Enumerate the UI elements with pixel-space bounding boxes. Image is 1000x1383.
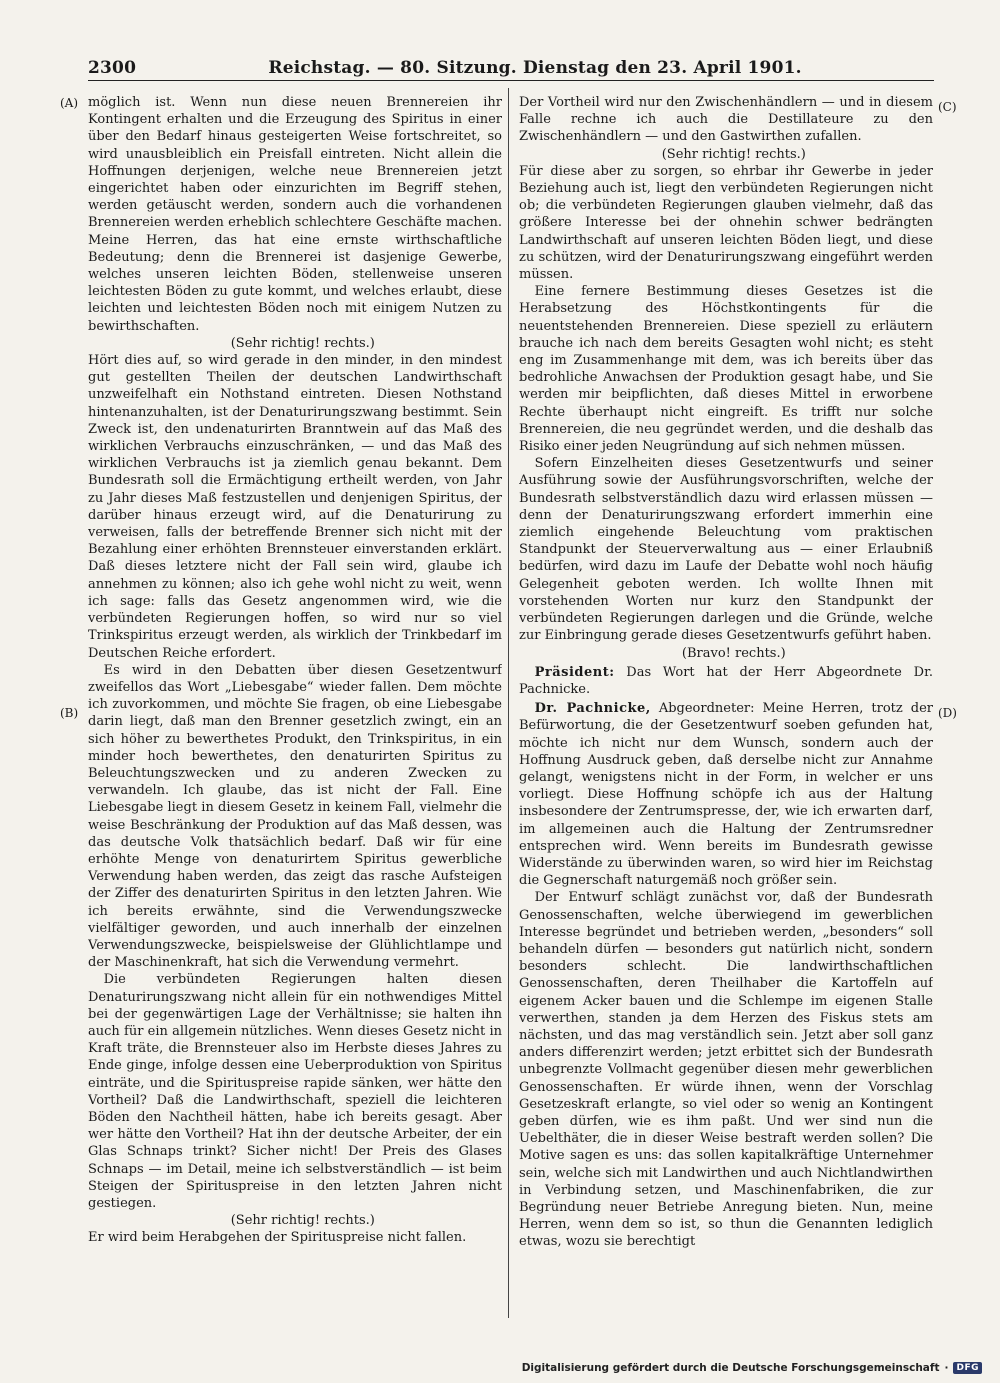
body-paragraph: Sofern Einzelheiten dieses Gesetzentwurfs und seiner Ausführung sowie der Ausführungsvorschriften, welche der Bundesrath selbstverständlich dazu wird erlassen müssen — denn der Denaturirungszwang erfordert immerhin eine ziemlich eingehende Beleuchtung vom praktischen Standpunkt der Steuerverwaltung aus — einer Erlaubniß bedürfen, wird dazu im Laufe der Debatte wohl noch häufig Gelegenheit geboten werden. Ich wollte Ihnen mit vorstehenden Worten nur kurz den Standpunkt der verbündeten Regierungen darlegen und die Gründe, welche zur Einbringung gerade dieses Gesetzentwurfs geführt haben. (519, 456, 933, 644)
margin-mark-d: (D) (938, 706, 957, 720)
reaction-note: (Bravo! rechts.) (681, 645, 786, 661)
reaction-note: (Sehr richtig! rechts.) (230, 1213, 375, 1229)
right-column (519, 94, 933, 1314)
reaction-note: (Sehr richtig! rechts.) (661, 146, 806, 162)
speaker-name: Dr. Pachnicke, (534, 701, 651, 717)
speech-text: Abgeordneter: Meine Herren, trotz der Befürwortung, die der Gesetzentwurf soeben gefunden hat, möchte ich nicht nur dem Wunsch, sondern auch der Hoffnung Ausdruck geben, daß derselbe nicht zur Annahme gelangt, wenigstens nicht in der Form, in welcher er uns vorliegt. Diese Hoffnung schöpfe ich aus der Haltung insbesondere der Zentrumspresse, der, wie ich erwarten darf, im allgemeinen auch die Haltung der Zentrumsredner entsprechen wird. Wenn bereits im Bundesrath gewisse Widerstände zu überwinden waren, so wird hier im Reichstag die Gegnerschaft naturgemäß noch größer sein. (519, 701, 933, 889)
speaker-name: Präsident: (534, 664, 615, 680)
dfg-logo-icon: DFG (953, 1362, 982, 1374)
body-paragraph: Er wird beim Herabgehen der Spirituspreise nicht fallen. (88, 1230, 467, 1246)
footer: Digitalisierung gefördert durch die Deutsche Forschungsgemeinschaft · DFG (522, 1362, 982, 1374)
speech-paragraph (519, 664, 933, 698)
page-header (88, 58, 934, 78)
body-paragraph: Der Entwurf schlägt zunächst vor, daß der Bundesrath Genossenschaften, welche überwiegend im gewerblichen Interesse begründet und betrieben werden, „besonders“ soll behandeln dürfen — besonders gut natürlich nicht, sondern besonders schlecht. Die landwirthschaftlichen Genossenschaften, deren Theilhaber die Kartoffeln auf eigenem Acker bauen und die Schlempe im eigenen Stalle verwerthen, standen ja dem Herzen des Fiskus stets am nächsten, und das mag verständlich sein. Jetzt aber soll ganz anders differenzirt werden; jetzt erbittet sich der Bundesrath unbegrenzte Vollmacht gegenüber diesen mehr gewerblichen Genossenschaften. Er würde ihnen, wenn der Vorschlag Gesetzeskraft erlangte, so viel oder so wenig an Kontingent geben dürfen, wie es ihm paßt. Und wer sind nun die Uebelthäter, die in dieser Weise bestraft werden sollen? Die Motive sagen es uns: das sollen kapitalkräftige Unternehmer sein, welche sich mit Landwirthen und auch Nichtlandwirthen in Verbindung setzen, und Maschinenfabriken, die zur Begründung neuer Betriebe Anregung bieten. Nun, meine Herren, wenn dem so ist, so thun die Genannten lediglich etwas, wozu sie berechtigt (519, 890, 933, 1250)
body-paragraph: Es wird in den Debatten über diesen Gesetzentwurf zweifellos das Wort „Liebesgabe“ wieder fallen. Dem möchte ich zuvorkommen, und möchte Sie fragen, ob eine Liebesgabe darin liegt, daß man den Brenner gesetzlich zwingt, ein an sich höher zu bewerthetes Produkt, den Trinkspiritus, in ein minder hoch bewerthetes, den denaturirten Spiritus zu Beleuchtungszwecken und zu anderen Zwecken zu verwandeln. Ich glaube, das ist nicht der Fall. Eine Liebesgabe liegt in diesem Gesetz in keinem Fall, vielmehr die weise Beschränkung der Produktion auf das Maß dessen, was das deutsche Volk thatsächlich bedarf. Daß wir für eine erhöhte Menge von denaturirtem Spiritus gewerbliche Verwendung haben werden, das zeigt das rasche Aufsteigen der Ziffer des denaturirten Spiritus in den letzten Jahren. Wie ich bereits erwähnte, sind die Verwendungszwecke vielfältiger geworden, und auch innerhalb der einzelnen Verwendungszwecke, beispielsweise der Glühlichtlampe und der Maschinenkraft, hat sich die Verwendung vermehrt. (88, 662, 502, 971)
speech-text: Das Wort hat der Herr Abgeordnete Dr. Pachnicke. (519, 664, 933, 697)
footer-credit: Digitalisierung gefördert durch die Deutsche Forschungsgemeinschaft (521, 1362, 940, 1374)
body-paragraph: Der Vortheil wird nur den Zwischenhändlern — und in diesem Falle rechne ich auch die Destillateure zu den Zwischenhändlern — und den Gastwirthen zufallen. (519, 95, 933, 145)
body-paragraph: Für diese aber zu sorgen, so ehrbar ihr Gewerbe in jeder Beziehung auch ist, liegt den verbündeten Regierungen nicht ob; die verbündeten Regierungen glauben vielmehr, daß das größere Interesse bei der ohnehin schwer bedrängten Landwirthschaft auf unseren leichten Böden liegt, und diese zu schützen, wird der Denaturirungszwang eingeführt werden müssen. (519, 163, 933, 283)
column-divider (508, 88, 509, 1318)
page-number: 2300 (88, 58, 137, 78)
reaction-note: (Sehr richtig! rechts.) (230, 335, 375, 351)
speech-paragraph (519, 700, 933, 889)
body-paragraph: möglich ist. Wenn nun diese neuen Brennereien ihr Kontingent erhalten und die Erzeugung des Spiritus in einer über den Bedarf hinaus gesteigerten Weise fortschreitet, so wird unausbleiblich ein Preisfall eintreten. Nicht allein die Hoffnungen derjenigen, welche neue Brennereien jetzt eingerichtet haben oder einzurichten im Begriff stehen, werden getäuscht werden, sondern auch die vorhandenen Brennereien werden erheblich schlechtere Geschäfte machen. Meine Herren, das hat eine ernste wirthschaftliche Bedeutung; denn die Brennerei ist dasjenige Gewerbe, welches unseren leichten Böden, stellenweise unseren leichtesten Böden zu gute kommt, und welches erlaubt, diese leichten und leichtesten Böden noch mit einigem Nutzen zu bewirthschaften. (88, 95, 502, 334)
header-rule (88, 80, 934, 81)
left-column (88, 94, 502, 1314)
running-title: Reichstag. — 80. Sitzung. Dienstag den 23. April 1901. (268, 58, 802, 78)
margin-mark-a: (A) (60, 96, 79, 110)
margin-mark-b: (B) (60, 706, 79, 720)
margin-mark-c: (C) (938, 100, 957, 114)
body-paragraph: Hört dies auf, so wird gerade in den minder, in den mindest gut gestellten Theilen der deutschen Landwirthschaft unzweifelhaft ein Nothstand eintreten. Diesen Nothstand hintenanzuhalten, ist der Denaturirungszwang bestimmt. Sein Zweck ist, den undenaturirten Branntwein auf das Maß des wirklichen Verbrauchs einzuschränken, — und das Maß des wirklichen Verbrauchs ist ja ziemlich genau bekannt. Dem Bundesrath soll die Ermächtigung ertheilt werden, von Jahr zu Jahr dieses Maß festzustellen und denjenigen Spiritus, der darüber hinaus erzeugt wird, auf die Denaturirung zu verweisen, falls der betreffende Brenner sich nicht mit der Bezahlung einer erhöhten Brennsteuer einverstanden erklärt. Daß dieses letztere nicht der Fall sein wird, glaube ich annehmen zu können; also ich gehe wohl nicht zu weit, wenn ich sage: falls das Gesetz angenommen wird, wie die verbündeten Regierungen hoffen, so wird nur so viel Trinkspiritus erzeugt werden, als wirklich der Trinkbedarf im Deutschen Reiche erfordert. (88, 353, 502, 661)
body-paragraph: Die verbündeten Regierungen halten diesen Denaturirungszwang nicht allein für ein nothwendiges Mittel bei der gegenwärtigen Lage der Verhältnisse; sie halten ihn auch für ein allgemein nützliches. Wenn dieses Gesetz nicht in Kraft träte, die Brennsteuer also im Herbste dieses Jahres zu Ende ginge, infolge dessen eine Ueberproduktion von Spiritus einträte, und die Spirituspreise rapide sänken, wer hätte den Vortheil? Daß die Landwirthschaft, speziell die leichteren Böden den Nachtheil hätten, habe ich bereits gesagt. Aber wer hätte den Vortheil? Hat ihn der deutsche Arbeiter, der ein Glas Schnaps trinkt? Sicher nicht! Der Preis des Glases Schnaps — im Detail, meine ich selbstverständlich — ist beim Steigen der Spirituspreise in den letzten Jahren nicht gestiegen. (88, 972, 502, 1211)
body-paragraph: Eine fernere Bestimmung dieses Gesetzes ist die Herabsetzung des Höchstkontingents für die neuentstehenden Brennereien. Diese speziell zu erläutern brauche ich nach dem bereits Gesagten wohl nicht; es steht eng im Zusammenhange mit dem, was ich bereits über das bedrohliche Anwachsen der Produktion gesagt habe, und Sie werden mir beipflichten, daß dieses Mittel in erworbene Rechte überhaupt nicht eingreift. Es trifft nur solche Brennereien, die neu gegründet werden, und die deshalb das Risiko einer jeden Neugründung auf sich nehmen müssen. (519, 284, 933, 455)
